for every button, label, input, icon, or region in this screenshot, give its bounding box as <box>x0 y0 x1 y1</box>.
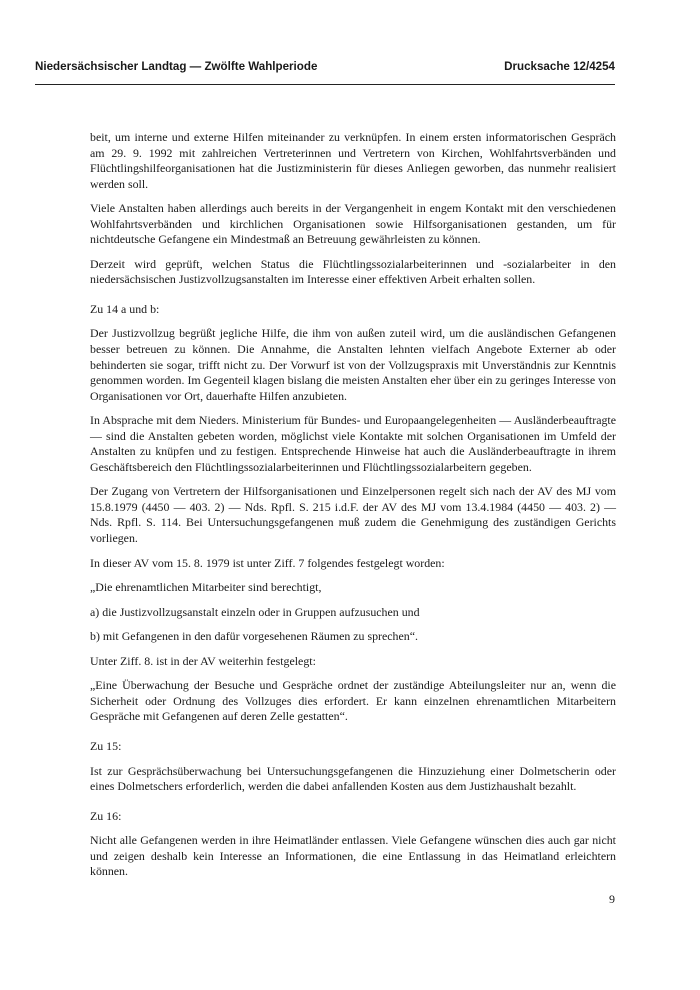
body-paragraph: Der Zugang von Vertretern der Hilfsorganisationen und Einzelpersonen regelt sich nach der AV des MJ vom 15.8.1979 (4450 — 403. 2) — Nds. Rpfl. S. 215 i.d.F. der AV des MJ vom 13.4.1984 (4450 — 403. 2) — Nds. Rpfl. S. 114. Bei Untersuchungsgefangenen muß zudem die Genehmigung des zuständigen Gerichts vorliegen. <box>90 484 616 546</box>
body-paragraph: Ist zur Gesprächsüberwachung bei Untersuchungsgefangenen die Hinzuziehung einer Dolmetscherin oder eines Dolmetschers erforderlich, werden die dabei anfallenden Kosten aus dem Justizhaushalt bezahlt. <box>90 763 616 794</box>
page-number: 9 <box>609 892 615 906</box>
document-body <box>90 130 616 889</box>
page-header <box>35 58 615 85</box>
body-paragraph: Nicht alle Gefangenen werden in ihre Heimatländer entlassen. Viele Gefangene wünschen dies auch gar nicht und zeigen deshalb kein Interesse an Informationen, die eine Entlassung in das Heimatland erleichtern können. <box>90 833 616 879</box>
section-heading: Zu 15: <box>90 738 122 753</box>
quote-list-item: b) mit Gefangenen in den dafür vorgesehenen Räumen zu sprechen“. <box>90 629 418 644</box>
body-paragraph: Derzeit wird geprüft, welchen Status die Flüchtlingssozialarbeiterinnen und -sozialarbeiter in den niedersächsischen Justizvollzugsanstalten im Interesse einer effektiven Arbeit erhalten sollen. <box>90 256 616 287</box>
quote-line: „Die ehrenamtlichen Mitarbeiter sind berechtigt, <box>90 580 322 595</box>
body-paragraph: Viele Anstalten haben allerdings auch bereits in der Vergangenheit in engem Kontakt mit den verschiedenen Wohlfahrtsverbänden und kirchlichen Organisationen sowie Hilfsorganisationen gestanden, um für nichtdeutsche Gefangene ein Mindestmaß an Betreuung gewährleisten zu können. <box>90 201 616 247</box>
body-paragraph: In dieser AV vom 15. 8. 1979 ist unter Ziff. 7 folgendes festgelegt worden: <box>90 555 445 570</box>
header-publication-title: Niedersächsischer Landtag — Zwölfte Wahlperiode <box>35 60 318 73</box>
quote-list-item: a) die Justizvollzugsanstalt einzeln oder in Gruppen aufzusuchen und <box>90 604 420 619</box>
section-heading: Zu 14 a und b: <box>90 301 160 316</box>
body-paragraph: Der Justizvollzug begrüßt jegliche Hilfe, die ihm von außen zuteil wird, um die ausländischen Gefangenen besser betreuen zu können. Die Annahme, die Anstalten lehnten vielfach Angebote Externer ab oder behinderten sie sogar, trifft nicht zu. Der Vorwurf ist von der Vollzugspraxis mit Unverständnis zur Kenntnis genommen worden. Im Gegenteil klagen bislang die meisten Anstalten eher über ein zu geringes Interesse von Organisationen vor Ort, dauerhafte Hilfen anzubieten. <box>90 326 616 403</box>
body-paragraph: In Absprache mit dem Nieders. Ministerium für Bundes- und Europaangelegenheiten — Ausländerbeauftragte — sind die Anstalten gebeten worden, möglichst viele Kontakte mit solchen Organisationen im Umfeld der Anstalten zu knüpfen und zu festigen. Entsprechende Hinweise hat auch die Ausländerbeauftragte in ihrem Geschäftsbereich den Flüchtlingssozialarbeiterinnen und Flüchtlingssozialarbeitern gegeben. <box>90 413 616 474</box>
quote-paragraph: „Eine Überwachung der Besuche und Gespräche ordnet der zuständige Abteilungsleiter nur an, wenn die Sicherheit oder Ordnung des Vollzuges dies erfordert. Er kann einzelnen ehrenamtlichen Mitarbeitern Gespräche mit Gefangenen auf deren Zelle gestatten“. <box>90 678 616 724</box>
body-paragraph: beit, um interne und externe Hilfen miteinander zu verknüpfen. In einem ersten informatorischen Gespräch am 29. 9. 1992 mit zahlreichen Vertreterinnen und Vertretern von Kirchen, Wohlfahrtsverbänden und Flüchtlingshilfeorganisationen hat die Justizministerin für dieses Anliegen geworben, das nunmehr realisiert werden soll. <box>90 130 616 191</box>
section-heading: Zu 16: <box>90 808 122 823</box>
body-paragraph: Unter Ziff. 8. ist in der AV weiterhin festgelegt: <box>90 653 316 668</box>
header-document-number: Drucksache 12/4254 <box>504 60 615 73</box>
